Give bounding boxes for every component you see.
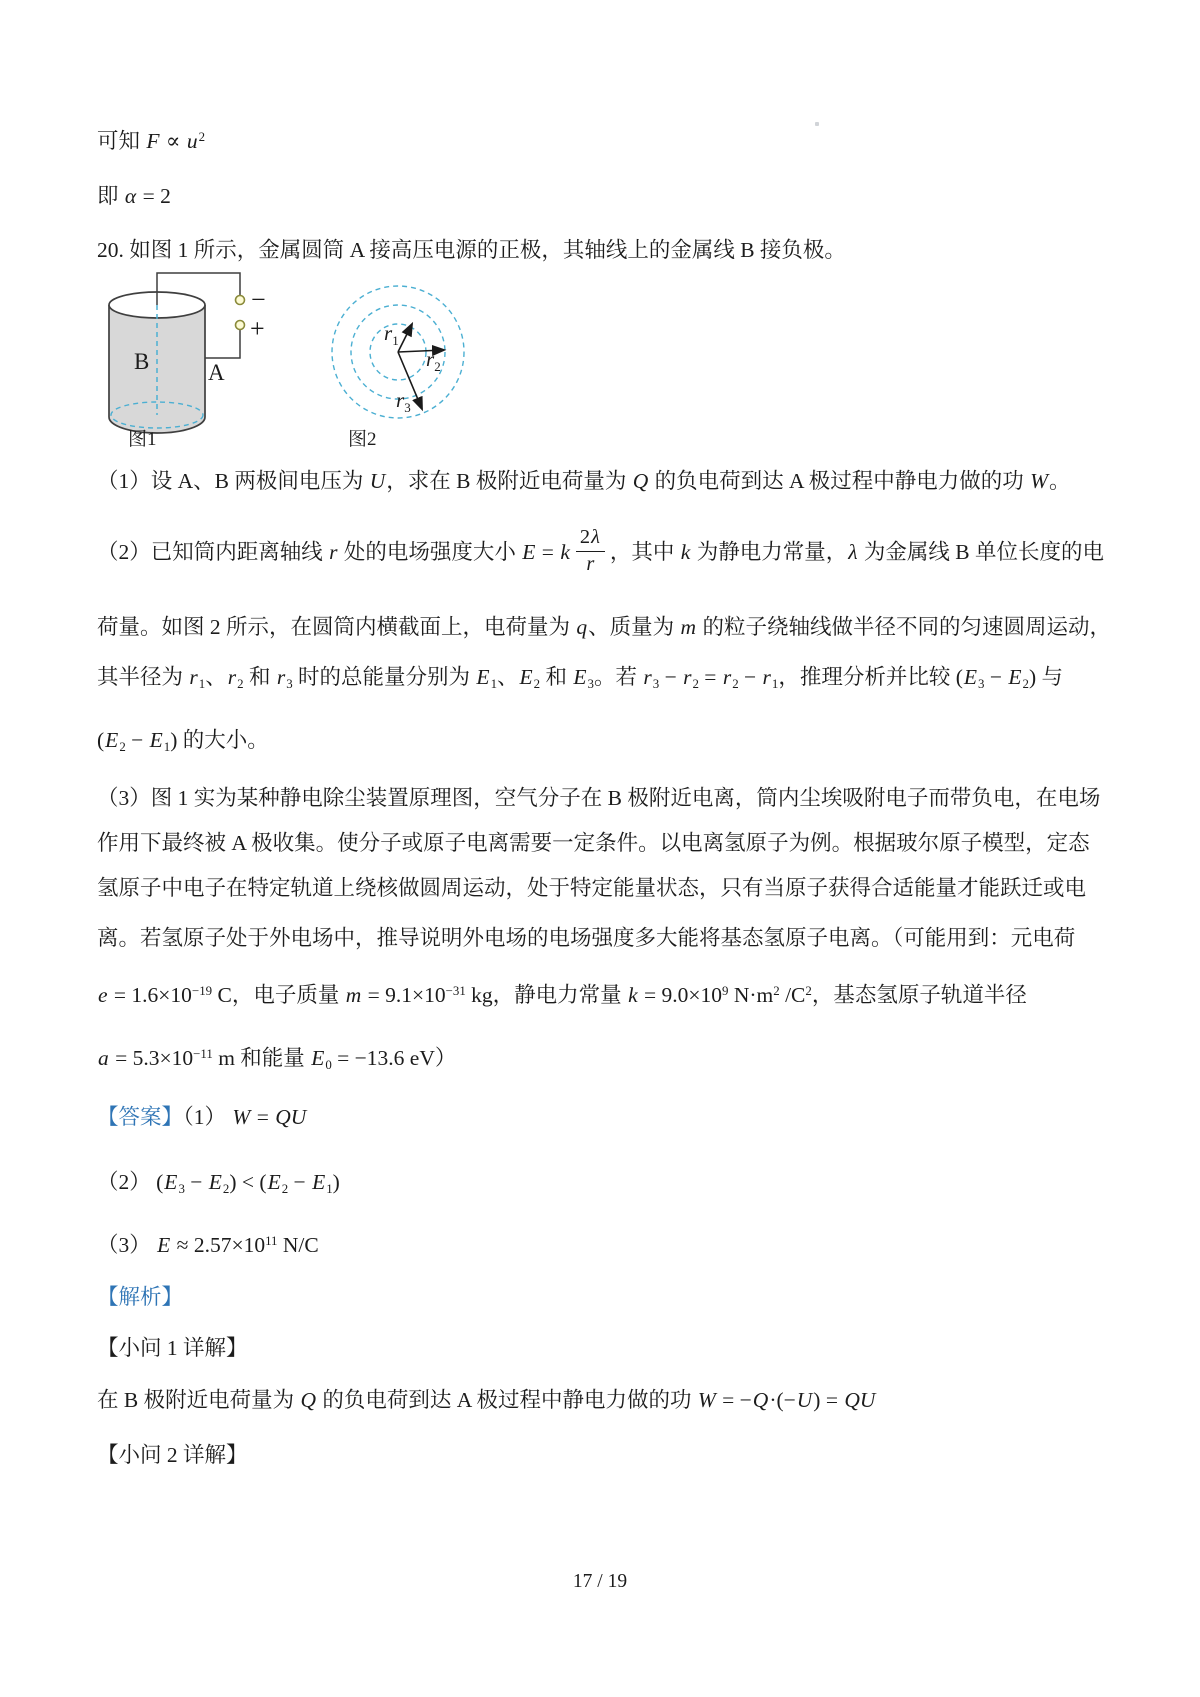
question-part-2-line-2: 荷量。如图 2 所示，在圆筒内横截面上，电荷量为 q、质量为 m 的粒子绕轴线做半径不同的匀速圆周运动， xyxy=(97,615,1111,639)
solution-line-1: 在 B 极附近电荷量为 Q 的负电荷到达 A 极过程中静电力做的功 W = −Q·(−U) = QU xyxy=(97,1388,876,1412)
question-part-2-line-4: $(E_2 - E_1)$ 的大小。 xyxy=(97,728,269,754)
figure2-caption: 图2 xyxy=(348,429,377,450)
answer-header: 【答案】 xyxy=(97,1105,184,1129)
analysis-header: 【解析】 xyxy=(97,1285,184,1309)
plus-sign-label: + xyxy=(250,314,265,343)
wire-to-positive-terminal xyxy=(205,330,240,358)
figure-block xyxy=(90,260,520,455)
figure2-cross-section-diagram xyxy=(332,286,464,450)
answer-line-2: （2） $(E_3 - E_2) < (E_2 - E_1)$ xyxy=(97,1170,340,1196)
subquestion-2-header: 【小问 2 详解】 xyxy=(97,1443,248,1467)
radius-r1-arrow xyxy=(398,324,412,352)
figure1-caption: 图1 xyxy=(128,429,157,450)
stray-mark xyxy=(815,122,819,126)
answer-line-1 xyxy=(97,1102,307,1132)
radius-r2-arrow xyxy=(398,350,444,352)
question-20-intro: 20. 如图 1 所示，金属圆筒 A 接高压电源的正极，其轴线上的金属线 B 接负极。 xyxy=(97,238,846,262)
radius-r1-label: $r_1$ xyxy=(384,321,399,348)
question-part-2-line-1: （2）已知筒内距离轴线 r 处的电场强度大小 E = k $\frac{2\lambda}{r}$ ，其中 k 为静电力常量，λ 为金属线 B 单位长度的电 xyxy=(97,526,1105,575)
question-part-3-line-3: 氢原子中电子在特定轨道上绕核做圆周运动，处于特定能量状态，只有当原子获得合适能量才能跃迁或电 xyxy=(97,876,1087,900)
figures-svg xyxy=(90,260,520,455)
radius-r3-label: $r_3$ xyxy=(396,388,411,415)
minus-sign-label: − xyxy=(251,285,266,314)
radius-r2-label: $r_2$ xyxy=(426,347,441,374)
negative-terminal-icon xyxy=(236,296,245,305)
question-part-3-line-1: （3）图 1 实为某种静电除尘装置原理图，空气分子在 B 极附近电离，筒内尘埃吸附电子而带负电，在电场 xyxy=(97,786,1101,810)
figure1-cylinder-diagram xyxy=(109,273,266,450)
question-part-3-line-2: 作用下最终被 A 极收集。使分子或原子电离需要一定条件。以电离氢原子为例。根据玻尔原子模型，定态 xyxy=(97,831,1090,855)
question-part-3-line-4: 离。若氢原子处于外电场中，推导说明外电场的电场强度多大能将基态氢原子电离。（可能用到：元电荷 xyxy=(97,926,1076,950)
constants-line-1: $e = 1.6\times 10^{-19}$ C，电子质量 $m = 9.1\times 10^{-31}$ kg，静电力常量 $k = 9.0\times 10^9$ $N\cdot m^2$ $/C^2$，基态氢原子轨道半径 xyxy=(98,983,1027,1007)
question-part-1: （1）设 A、B 两极间电压为 U，求在 B 极附近电荷量为 Q 的负电荷到达 A 极过程中静电力做的功 W。 xyxy=(97,469,1071,493)
subquestion-1-header: 【小问 1 详解】 xyxy=(97,1336,248,1360)
answer-1-content: （1） W = QU xyxy=(183,1105,307,1129)
electrode-b-label: B xyxy=(134,349,150,374)
formula-f-proportional: 可知 $F \propto u^2$ xyxy=(97,129,206,153)
electrode-a-label: A xyxy=(208,360,225,385)
formula-alpha-equals-2: 即 α = 2 xyxy=(97,184,171,208)
constants-line-2: $a = 5.3\times 10^{-11}$ m 和能量 $E_0 = -13.6$ eV） xyxy=(98,1046,457,1072)
question-part-2-line-3: 其半径为 $r_1$、$r_2$ 和 $r_3$ 时的总能量分别为 $E_1$、$E_2$ 和 $E_3$。若 $r_3 - r_2 = r_2 - r_1$，推理分析并比较 $(E_3 - E_2)$ 与 xyxy=(97,665,1064,691)
positive-terminal-icon xyxy=(236,321,245,330)
answer-line-3: （3） $E \approx 2.57\times 10^{11}$ N/C xyxy=(97,1233,319,1257)
page-number: 17 / 19 xyxy=(572,1571,628,1592)
